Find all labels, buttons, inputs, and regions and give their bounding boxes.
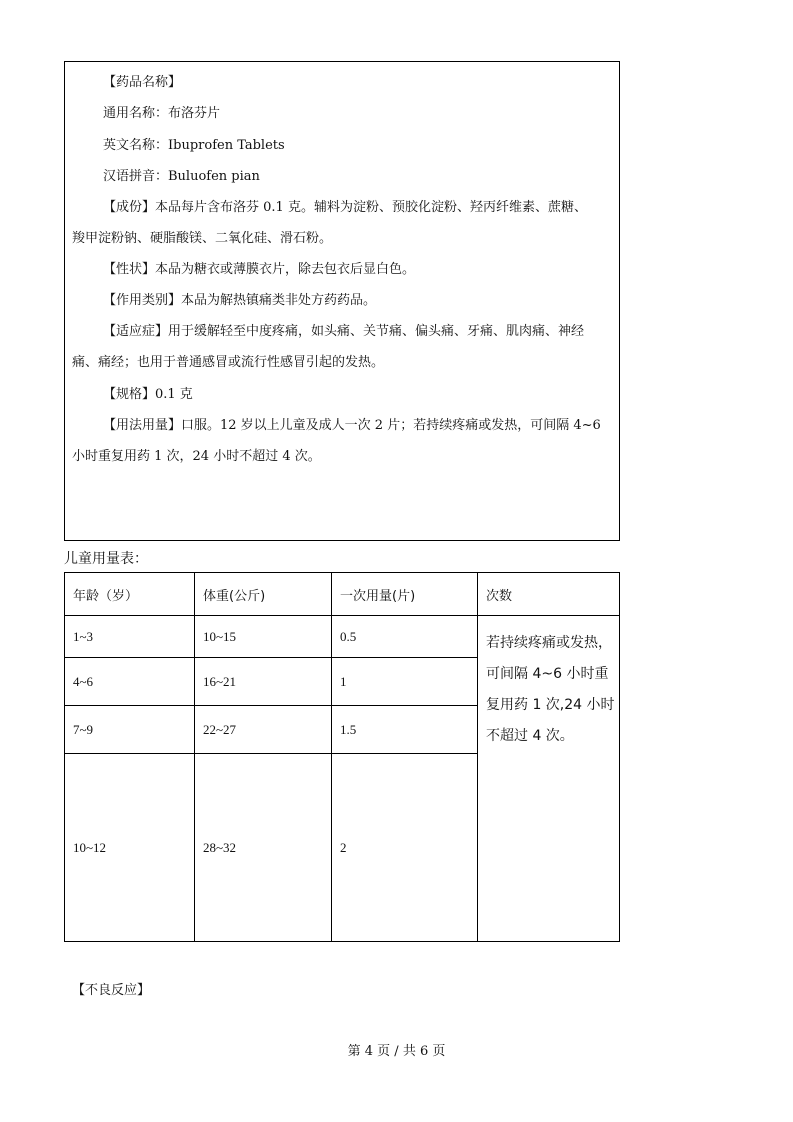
- cell-dose: 1: [332, 658, 478, 706]
- specification: 【规格】0.1 克: [103, 387, 193, 402]
- indications: 【适应症】用于缓解轻至中度疼痛，如头痛、关节痛、偏头痛、牙痛、肌肉痛、神经: [103, 324, 585, 339]
- section-heading: 【药品名称】: [103, 75, 182, 90]
- english-name: 英文名称：Ibuprofen Tablets: [103, 138, 285, 153]
- appearance: 【性状】本品为糖衣或薄膜衣片，除去包衣后显白色。: [103, 262, 416, 277]
- dosage: 【用法用量】口服。12 岁以上儿童及成人一次 2 片；若持续疼痛或发热，可间隔 4~6: [103, 418, 601, 433]
- table-caption: 儿童用量表：: [64, 551, 148, 567]
- cell-dose: 2: [332, 754, 478, 942]
- table-header-row: [65, 573, 620, 616]
- child-dosage-table: [64, 572, 620, 942]
- category: 【作用类别】本品为解热镇痛类非处方药药品。: [103, 293, 377, 308]
- page-number: 第 4 页 / 共 6 页: [347, 1044, 446, 1059]
- indications-cont: 痛、痛经；也用于普通感冒或流行性感冒引起的发热。: [72, 355, 385, 370]
- header-weight: 体重(公斤): [195, 573, 332, 616]
- note-line: 若持续疼痛或发热，: [486, 635, 612, 651]
- table-row: [65, 616, 620, 658]
- header-age: 年龄（岁）: [65, 573, 195, 616]
- ingredients: 【成份】本品每片含布洛芬 0.1 克。辅料为淀粉、预胶化淀粉、羟丙纤维素、蔗糖、: [103, 200, 587, 215]
- cell-weight: 16~21: [195, 658, 332, 706]
- generic-name: 通用名称：布洛芬片: [103, 106, 221, 121]
- note-line: 不超过 4 次。: [486, 728, 574, 744]
- cell-age: 4~6: [65, 658, 195, 706]
- ingredients-cont: 羧甲淀粉钠、硬脂酸镁、二氧化硅、滑石粉。: [72, 231, 333, 246]
- frequency-note: [478, 616, 620, 942]
- dosage-cont: 小时重复用药 1 次，24 小时不超过 4 次。: [72, 449, 321, 464]
- header-frequency: 次数: [478, 573, 620, 616]
- cell-weight: 10~15: [195, 616, 332, 658]
- drug-info-box: [64, 61, 620, 541]
- cell-dose: 1.5: [332, 706, 478, 754]
- cell-weight: 28~32: [195, 754, 332, 942]
- cell-age: 7~9: [65, 706, 195, 754]
- cell-weight: 22~27: [195, 706, 332, 754]
- cell-age: 1~3: [65, 616, 195, 658]
- header-dose: 一次用量(片): [332, 573, 478, 616]
- adverse-reactions-heading: 【不良反应】: [72, 983, 151, 998]
- note-line: 复用药 1 次,24 小时: [486, 697, 615, 713]
- note-line: 可间隔 4~6 小时重: [486, 666, 609, 682]
- cell-dose: 0.5: [332, 616, 478, 658]
- cell-age: 10~12: [65, 754, 195, 942]
- pinyin-name: 汉语拼音：Buluofen pian: [103, 169, 260, 184]
